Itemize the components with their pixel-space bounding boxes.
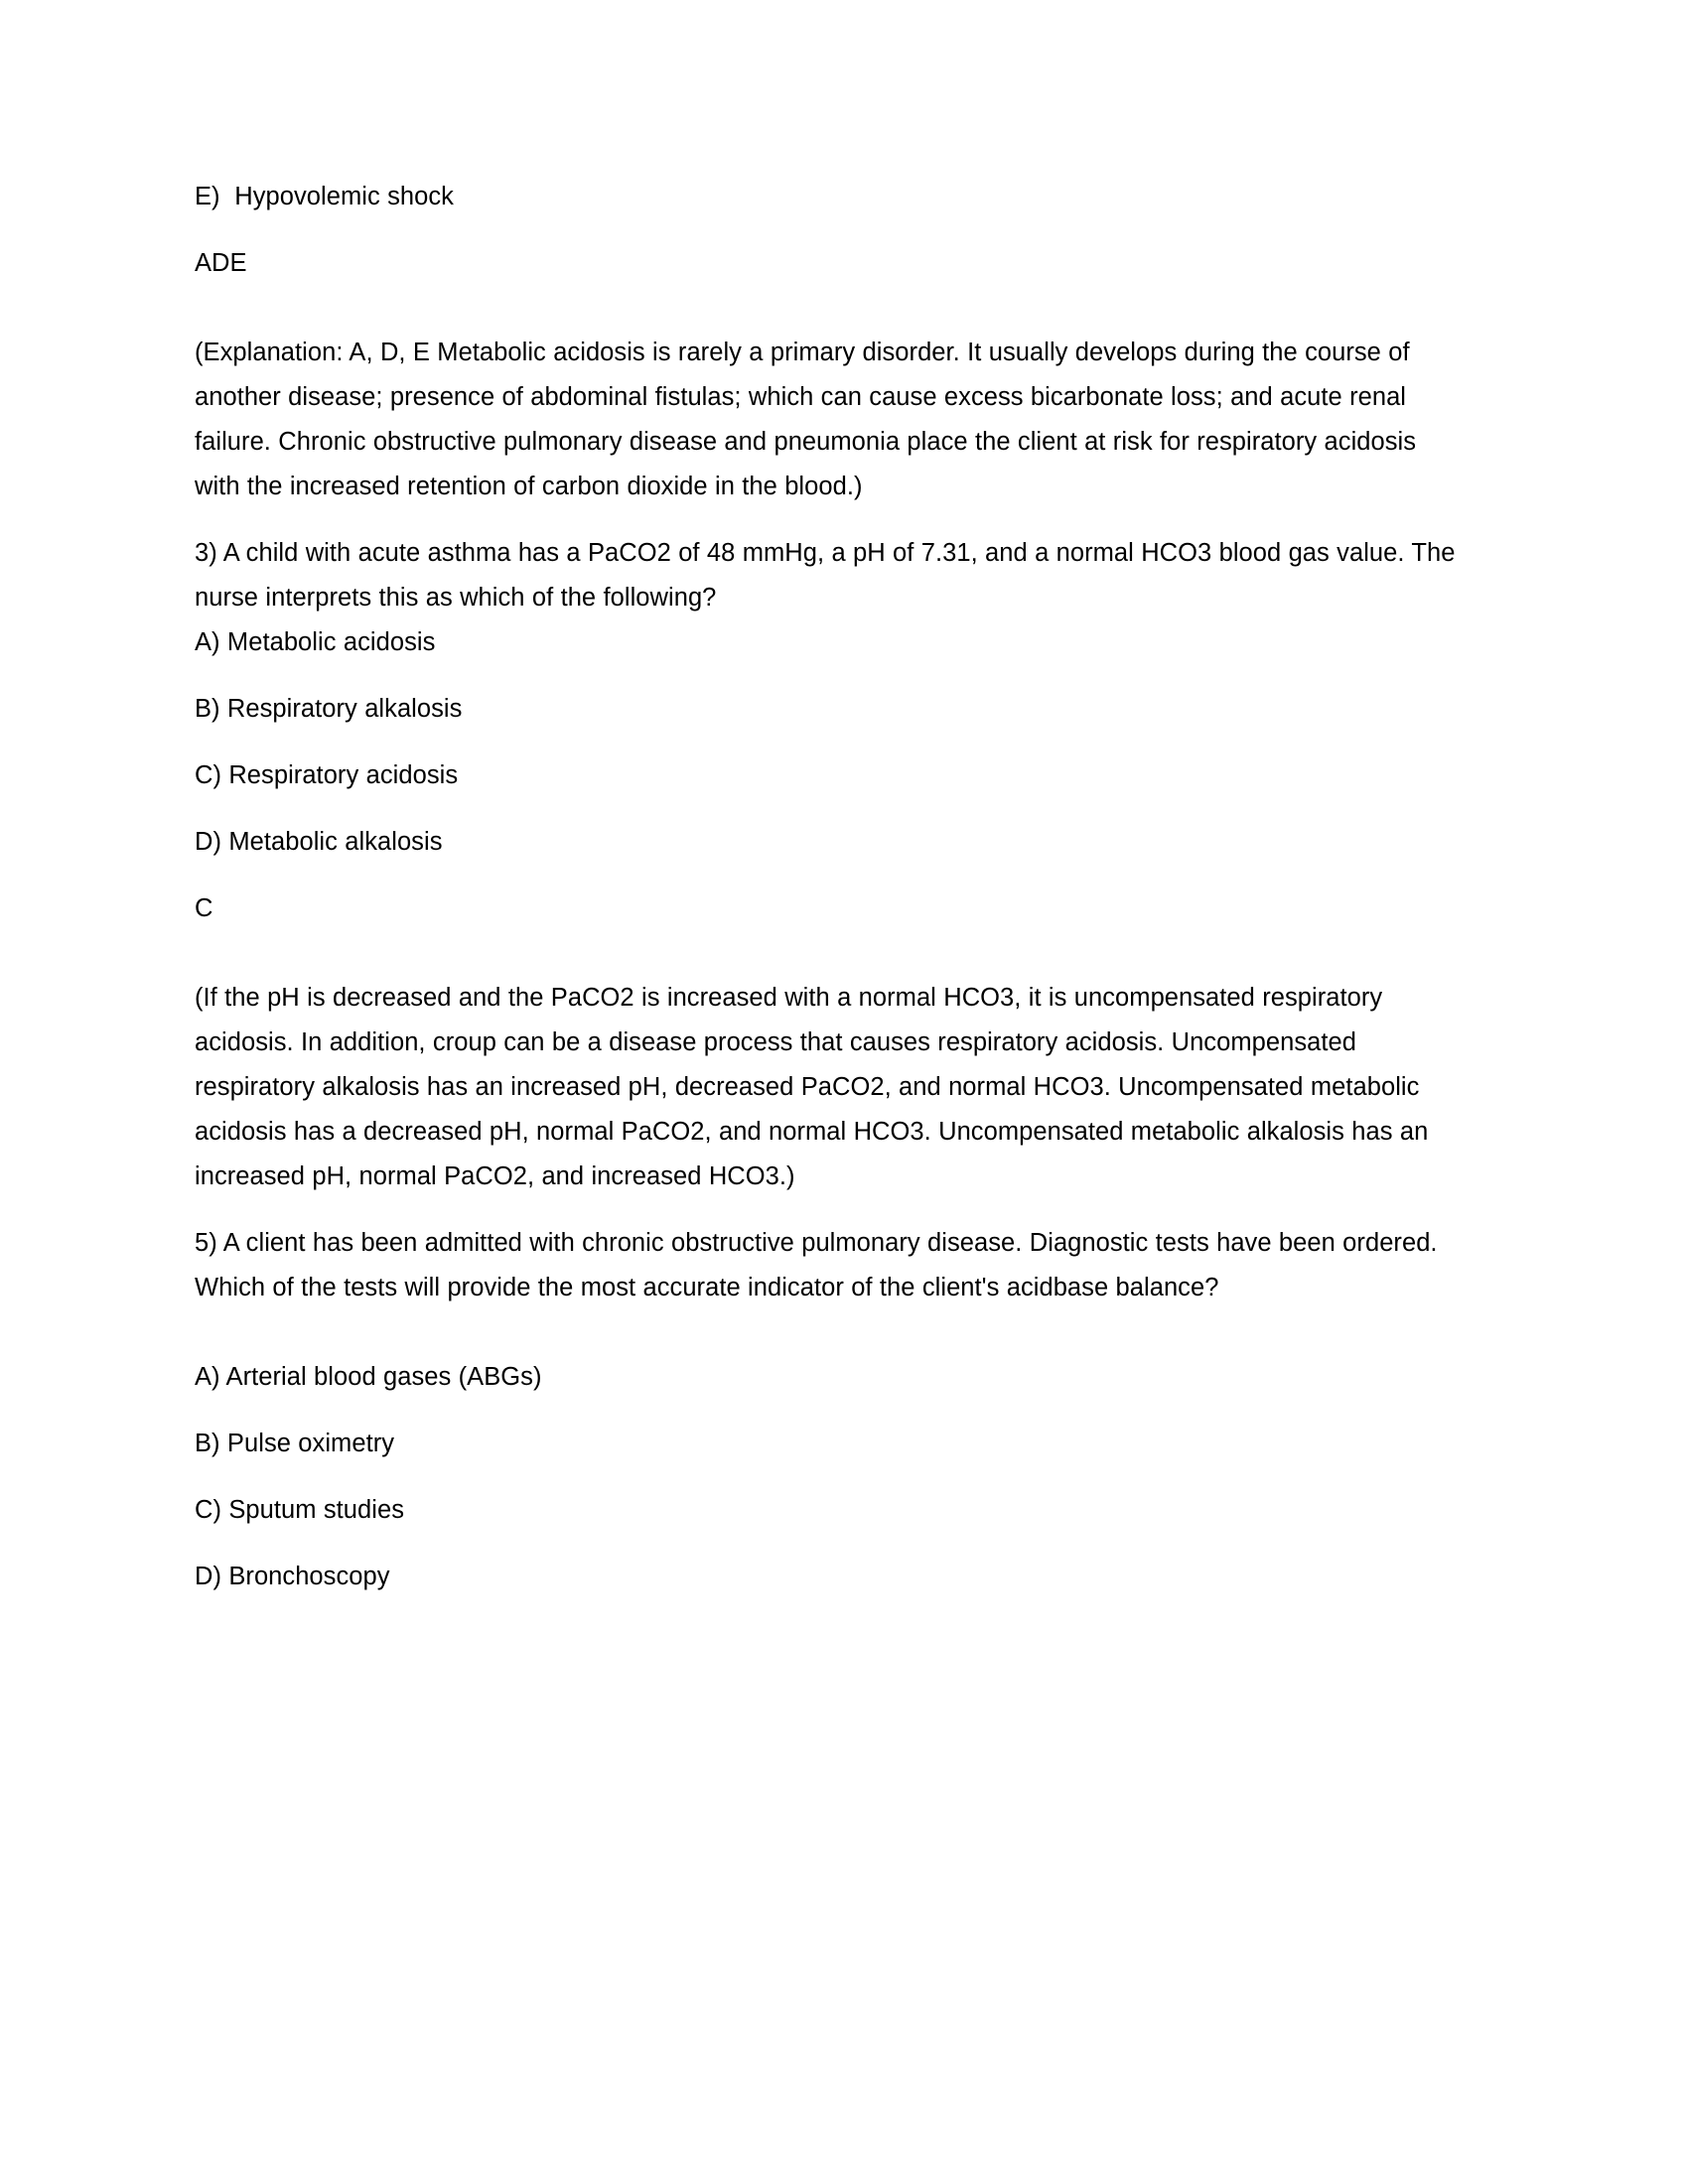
question-3-option-d: D) Metabolic alkalosis [195, 828, 443, 856]
question-3-answer: C [195, 894, 213, 922]
question-5-option-b: B) Pulse oximetry [195, 1430, 395, 1457]
question-3-option-a: A) Metabolic acidosis [195, 628, 436, 656]
option-e-hypovolemic-shock: E) Hypovolemic shock [195, 183, 454, 210]
explanation-paragraph-2: (If the pH is decreased and the PaCO2 is increased with a normal HCO3, it is uncompensated respiratory acidosis. In addition, croup can be a disease process that causes respiratory acidosis. Uncompensated respiratory alkalosis has an increased pH, decreased PaCO2, and normal HCO3. Uncompensated metabolic acidosis has a decreased pH, normal PaCO2, and normal HCO3. Uncompensated metabolic alkalosis has an increased pH, normal PaCO2, and increased HCO3.) [195, 984, 1436, 1190]
question-5-option-a: A) Arterial blood gases (ABGs) [195, 1363, 542, 1391]
question-3-option-c: C) Respiratory acidosis [195, 761, 459, 789]
question-5-stem: 5) A client has been admitted with chronic obstructive pulmonary disease. Diagnostic tests have been ordered. Which of the tests will provide the most accurate indicator of the client's acidbase balance? [195, 1229, 1445, 1301]
answer-ade: ADE [195, 249, 247, 277]
explanation-paragraph-1: (Explanation: A, D, E Metabolic acidosis is rarely a primary disorder. It usually develops during the course of another disease; presence of abdominal fistulas; which can cause excess bicarbonate loss; and acute renal failure. Chronic obstructive pulmonary disease and pneumonia place the client at risk for respiratory acidosis with the increased retention of carbon dioxide in the blood.) [195, 339, 1424, 500]
document-body [195, 175, 1463, 1621]
question-5-option-d: D) Bronchoscopy [195, 1563, 390, 1590]
question-3-option-b: B) Respiratory alkalosis [195, 695, 463, 723]
question-3-stem: 3) A child with acute asthma has a PaCO2 of 48 mmHg, a pH of 7.31, and a normal HCO3 blood gas value. The nurse interprets this as which of the following? [195, 539, 1463, 612]
question-5-option-c: C) Sputum studies [195, 1496, 405, 1524]
